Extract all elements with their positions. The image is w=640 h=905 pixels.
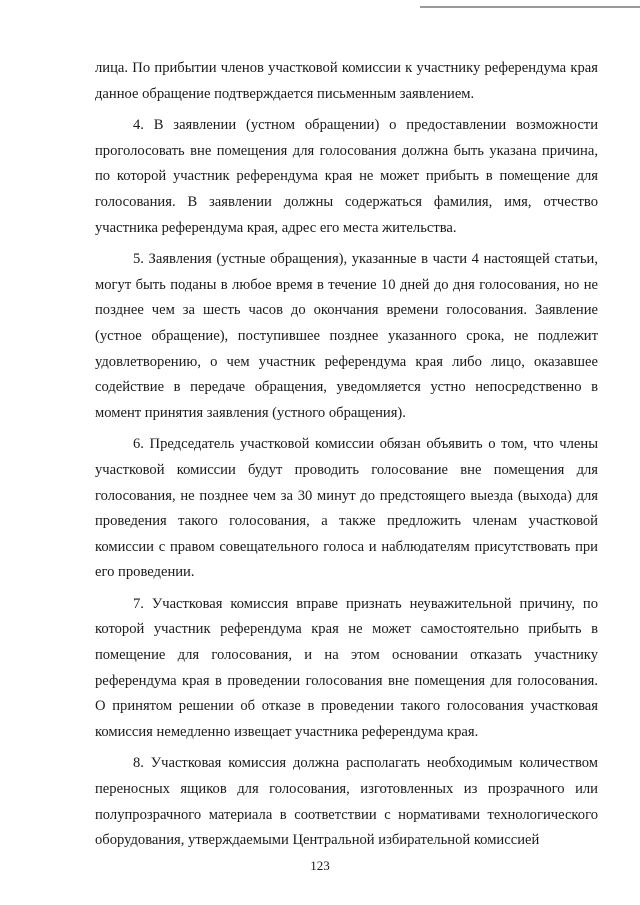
paragraph-item-4: 4. В заявлении (устном обращении) о предоставлении возможности проголосовать вне помещения для голосования должна быть указана причина, по которой участник референдума края не может прибыть в помещение для голосования. В заявлении должны содержаться фамилия, имя, отчество участника референдума края, адрес его места жительства.: [95, 117, 598, 236]
paragraph-continuation: лица. По прибытии членов участковой комиссии к участнику референдума края данное обращение подтверждается письменным заявлением.: [95, 60, 598, 102]
paragraph-item-8: 8. Участковая комиссия должна располагать необходимым количеством переносных ящиков для голосования, изготовленных из прозрачного или полупрозрачного материала в соответствии с нормативами технологического оборудования, утверждаемыми Центральной избирательной комиссией: [95, 755, 598, 849]
document-body: [95, 56, 598, 860]
paragraph-item-5: 5. Заявления (устные обращения), указанные в части 4 настоящей статьи, могут быть поданы в любое время в течение 10 дней до дня голосования, но не позднее чем за шесть часов до окончания времени голосования. Заявление (устное обращение), поступившее позднее указанного срока, не подлежит удовлетворению, о чем участник референдума края либо лицо, оказавшее содействие в передаче обращения, уведомляется устно непосредственно в момент принятия заявления (устного обращения).: [95, 251, 598, 421]
scan-edge-mark: [420, 6, 640, 8]
paragraph-item-7: 7. Участковая комиссия вправе признать неуважительной причину, по которой участник референдума края не может самостоятельно прибыть в помещение для голосования, и на этом основании отказать участнику референдума края в проведении голосования вне помещения для голосования. О принятом решении об отказе в проведении такого голосования участковая комиссия немедленно извещает участника референдума края.: [95, 595, 598, 740]
paragraph-item-6: 6. Председатель участковой комиссии обязан объявить о том, что члены участковой комиссии будут проводить голосование вне помещения для голосования, не позднее чем за 30 минут до предстоящего выезда (выхода) для проведения такого голосования, а также предложить членам участковой комиссии с правом совещательного голоса и наблюдателям присутствовать при его проведении.: [95, 436, 598, 581]
page-number: 123: [310, 858, 330, 873]
